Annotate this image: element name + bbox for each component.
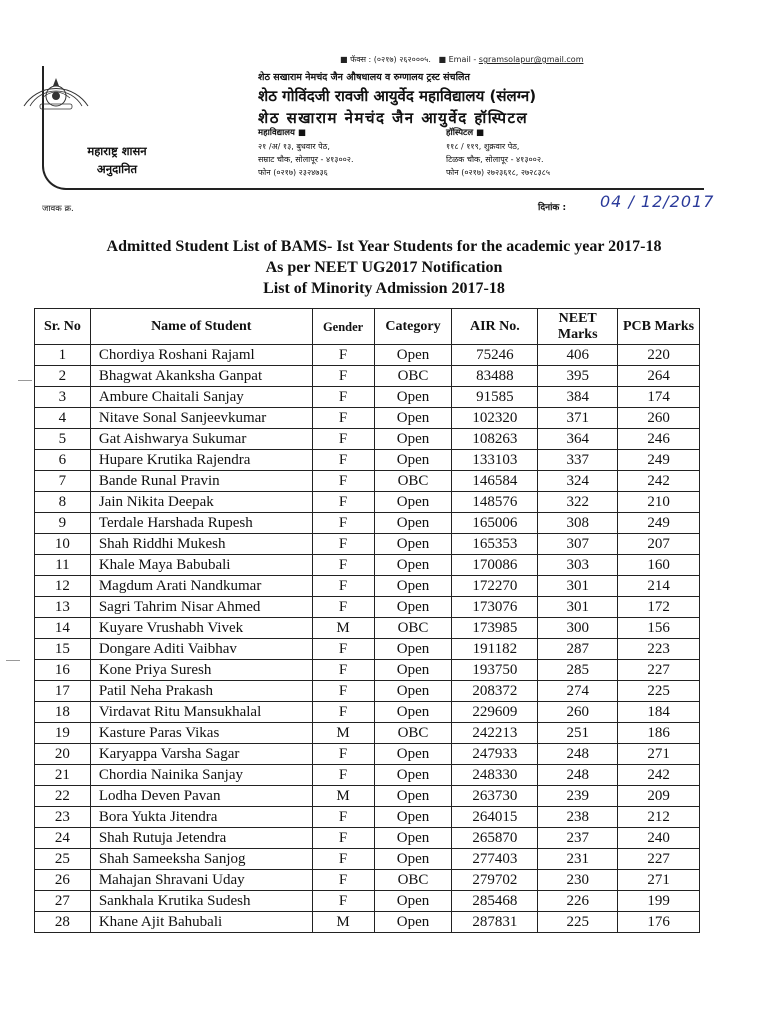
cell-category: Open [374,912,452,933]
cell-sr: 2 [35,366,91,387]
cell-air: 277403 [452,849,538,870]
table-row [35,723,700,744]
cell-air: 287831 [452,912,538,933]
cell-sr: 16 [35,660,91,681]
cell-gender: F [312,576,374,597]
cell-air: 91585 [452,387,538,408]
cell-pcb: 240 [618,828,700,849]
cell-pcb: 249 [618,513,700,534]
cell-pcb: 227 [618,849,700,870]
table-row [35,513,700,534]
cell-air: 208372 [452,681,538,702]
cell-sr: 6 [35,450,91,471]
cell-name: Magdum Arati Nandkumar [90,576,312,597]
table-row [35,744,700,765]
cell-neet: 395 [538,366,618,387]
table-row [35,828,700,849]
title-line-1: Admitted Student List of BAMS- Ist Year Students for the academic year 2017-18 [106,238,662,255]
cell-gender: M [312,723,374,744]
cell-pcb: 242 [618,765,700,786]
table-row [35,765,700,786]
hospital-address [446,127,550,179]
cell-neet: 406 [538,345,618,366]
cell-gender: F [312,429,374,450]
cell-sr: 15 [35,639,91,660]
cell-air: 242213 [452,723,538,744]
cell-sr: 19 [35,723,91,744]
cell-pcb: 207 [618,534,700,555]
cell-neet: 239 [538,786,618,807]
header-pcb-marks: PCB Marks [618,309,700,345]
cell-category: Open [374,534,452,555]
cell-air: 102320 [452,408,538,429]
cell-sr: 21 [35,765,91,786]
handwritten-date: 04 / 12/2017 [600,192,715,211]
hospital-label: हॉस्पिटल ■ [446,128,485,138]
cell-neet: 226 [538,891,618,912]
table-row [35,471,700,492]
cell-sr: 3 [35,387,91,408]
cell-category: Open [374,492,452,513]
cell-air: 229609 [452,702,538,723]
cell-sr: 28 [35,912,91,933]
table-row [35,639,700,660]
cell-category: Open [374,891,452,912]
cell-neet: 384 [538,387,618,408]
cell-category: OBC [374,618,452,639]
cell-pcb: 212 [618,807,700,828]
cell-name: Chordiya Roshani Rajaml [90,345,312,366]
cell-category: Open [374,639,452,660]
cell-name: Hupare Krutika Rajendra [90,450,312,471]
cell-gender: F [312,849,374,870]
cell-gender: F [312,702,374,723]
cell-neet: 303 [538,555,618,576]
cell-category: Open [374,450,452,471]
cell-neet: 285 [538,660,618,681]
cell-pcb: 260 [618,408,700,429]
cell-gender: F [312,870,374,891]
table-row [35,849,700,870]
title-line-2: As per NEET UG2017 Notification [265,259,503,276]
header-air-no: AIR No. [452,309,538,345]
header-category: Category [374,309,452,345]
cell-air: 165006 [452,513,538,534]
fax-label: ■ फॅक्स : (०२१७) २६२०००५. [340,55,431,64]
cell-air: 133103 [452,450,538,471]
table-row [35,891,700,912]
college-label: महाविद्यालय ■ [258,128,306,138]
table-row [35,345,700,366]
cell-name: Karyappa Varsha Sagar [90,744,312,765]
cell-pcb: 184 [618,702,700,723]
cell-gender: M [312,618,374,639]
cell-category: OBC [374,366,452,387]
gov-line-1: महाराष्ट्र शासन [87,144,147,158]
table-row [35,660,700,681]
table-body [35,345,700,933]
cell-sr: 14 [35,618,91,639]
cell-pcb: 210 [618,492,700,513]
cell-pcb: 249 [618,450,700,471]
cell-neet: 324 [538,471,618,492]
contact-line [340,54,700,65]
cell-name: Kone Priya Suresh [90,660,312,681]
cell-air: 146584 [452,471,538,492]
cell-pcb: 160 [618,555,700,576]
table-row [35,912,700,933]
cell-category: Open [374,786,452,807]
cell-gender: F [312,639,374,660]
trust-line: शेठ सखाराम नेमचंद जैन औषधालय व रुग्णालय ट्रस्ट संचलित [258,72,470,83]
cell-neet: 248 [538,765,618,786]
reference-number-label: जावक क्र. [42,204,74,214]
table-row [35,366,700,387]
college-address-line1: २१ /अ/ १३, बुधवार पेठ, [258,142,330,151]
cell-sr: 11 [35,555,91,576]
cell-category: Open [374,765,452,786]
cell-sr: 13 [35,597,91,618]
cell-sr: 17 [35,681,91,702]
cell-gender: F [312,681,374,702]
cell-name: Sagri Tahrim Nisar Ahmed [90,597,312,618]
cell-pcb: 225 [618,681,700,702]
cell-category: Open [374,807,452,828]
cell-sr: 22 [35,786,91,807]
hospital-address-line1: ११८ / ११९, शुक्रवार पेठ, [446,142,520,151]
college-phone: फोन (०२१७) २३२४७३६ [258,168,328,177]
cell-sr: 25 [35,849,91,870]
cell-pcb: 227 [618,660,700,681]
cell-name: Kasture Paras Vikas [90,723,312,744]
cell-pcb: 242 [618,471,700,492]
title-line-3: List of Minority Admission 2017-18 [263,280,505,297]
cell-air: 264015 [452,807,538,828]
table-row [35,492,700,513]
cell-neet: 337 [538,450,618,471]
cell-sr: 9 [35,513,91,534]
cell-air: 247933 [452,744,538,765]
cell-pcb: 174 [618,387,700,408]
cell-gender: M [312,786,374,807]
table-row [35,870,700,891]
cell-neet: 301 [538,576,618,597]
cell-sr: 26 [35,870,91,891]
cell-sr: 20 [35,744,91,765]
cell-name: Kuyare Vrushabh Vivek [90,618,312,639]
scan-margin-mark [6,660,20,661]
cell-neet: 300 [538,618,618,639]
cell-neet: 308 [538,513,618,534]
cell-gender: F [312,534,374,555]
cell-pcb: 264 [618,366,700,387]
cell-pcb: 186 [618,723,700,744]
cell-name: Dongare Aditi Vaibhav [90,639,312,660]
email-link[interactable]: sgramsolapur@gmail.com [478,55,584,64]
cell-pcb: 156 [618,618,700,639]
cell-gender: F [312,492,374,513]
cell-name: Lodha Deven Pavan [90,786,312,807]
cell-neet: 371 [538,408,618,429]
cell-name: Nitave Sonal Sanjeevkumar [90,408,312,429]
cell-neet: 274 [538,681,618,702]
college-name: शेठ गोविंदजी रावजी आयुर्वेद महाविद्यालय (संलग्न) [258,87,537,105]
cell-air: 279702 [452,870,538,891]
cell-sr: 8 [35,492,91,513]
date-label: दिनांक : [538,203,567,213]
gov-line-2: अनुदानित [96,162,138,176]
hospital-address-line2: टिळक चौक, सोलापूर - ४१३००२. [446,155,544,164]
cell-category: Open [374,828,452,849]
table-row [35,618,700,639]
cell-neet: 225 [538,912,618,933]
cell-sr: 27 [35,891,91,912]
table-row [35,702,700,723]
table-row [35,786,700,807]
cell-name: Patil Neha Prakash [90,681,312,702]
cell-category: OBC [374,870,452,891]
table-row [35,450,700,471]
cell-gender: F [312,408,374,429]
cell-air: 285468 [452,891,538,912]
cell-air: 83488 [452,366,538,387]
table-row [35,681,700,702]
cell-gender: F [312,744,374,765]
cell-gender: F [312,828,374,849]
cell-air: 191182 [452,639,538,660]
cell-category: Open [374,849,452,870]
cell-sr: 7 [35,471,91,492]
cell-sr: 10 [35,534,91,555]
cell-gender: F [312,891,374,912]
cell-category: Open [374,429,452,450]
header-gender: Gender [312,309,374,345]
cell-category: OBC [374,723,452,744]
cell-pcb: 223 [618,639,700,660]
cell-gender: M [312,912,374,933]
cell-neet: 260 [538,702,618,723]
cell-sr: 18 [35,702,91,723]
cell-gender: F [312,513,374,534]
cell-name: Bora Yukta Jitendra [90,807,312,828]
cell-air: 248330 [452,765,538,786]
cell-neet: 307 [538,534,618,555]
table-header-row [35,309,700,345]
cell-air: 75246 [452,345,538,366]
cell-gender: F [312,450,374,471]
table-row [35,408,700,429]
header-sr-no: Sr. No [35,309,91,345]
cell-gender: F [312,366,374,387]
cell-neet: 237 [538,828,618,849]
cell-gender: F [312,597,374,618]
cell-gender: F [312,807,374,828]
cell-gender: F [312,765,374,786]
government-aided-label [62,142,172,178]
cell-category: Open [374,660,452,681]
cell-sr: 12 [35,576,91,597]
cell-sr: 23 [35,807,91,828]
cell-category: Open [374,744,452,765]
table-row [35,807,700,828]
cell-name: Bande Runal Pravin [90,471,312,492]
table-row [35,387,700,408]
email-label: ■ Email - [438,55,477,64]
cell-sr: 1 [35,345,91,366]
cell-name: Khane Ajit Bahubali [90,912,312,933]
cell-pcb: 246 [618,429,700,450]
college-seal-logo [10,56,102,110]
cell-air: 170086 [452,555,538,576]
cell-pcb: 220 [618,345,700,366]
cell-pcb: 271 [618,744,700,765]
cell-sr: 4 [35,408,91,429]
document-title-block [0,236,768,299]
cell-name: Terdale Harshada Rupesh [90,513,312,534]
hospital-phone: फोन (०२१७) २७२३६१८, २७२८३८५ [446,168,550,177]
college-address [258,127,354,179]
cell-neet: 287 [538,639,618,660]
cell-category: Open [374,681,452,702]
cell-name: Jain Nikita Deepak [90,492,312,513]
scan-margin-mark [18,380,32,381]
cell-gender: F [312,471,374,492]
table-row [35,534,700,555]
cell-name: Sankhala Krutika Sudesh [90,891,312,912]
cell-air: 172270 [452,576,538,597]
cell-pcb: 214 [618,576,700,597]
cell-gender: F [312,660,374,681]
cell-name: Virdavat Ritu Mansukhalal [90,702,312,723]
cell-category: Open [374,597,452,618]
cell-gender: F [312,387,374,408]
cell-neet: 364 [538,429,618,450]
cell-neet: 251 [538,723,618,744]
cell-air: 265870 [452,828,538,849]
cell-category: Open [374,702,452,723]
cell-pcb: 176 [618,912,700,933]
cell-gender: F [312,555,374,576]
cell-neet: 238 [538,807,618,828]
cell-neet: 230 [538,870,618,891]
cell-category: OBC [374,471,452,492]
table-row [35,597,700,618]
cell-name: Chordia Nainika Sanjay [90,765,312,786]
student-list-table [34,308,700,933]
cell-air: 193750 [452,660,538,681]
table-row [35,576,700,597]
hospital-name: शेठ सखाराम नेमचंद जैन आयुर्वेद हॉस्पिटल [258,109,529,127]
cell-category: Open [374,555,452,576]
table-row [35,555,700,576]
cell-pcb: 271 [618,870,700,891]
cell-category: Open [374,345,452,366]
cell-name: Gat Aishwarya Sukumar [90,429,312,450]
cell-air: 148576 [452,492,538,513]
cell-name: Shah Sameeksha Sanjog [90,849,312,870]
cell-name: Shah Rutuja Jetendra [90,828,312,849]
cell-name: Bhagwat Akanksha Ganpat [90,366,312,387]
cell-category: Open [374,513,452,534]
cell-air: 173076 [452,597,538,618]
cell-gender: F [312,345,374,366]
cell-name: Shah Riddhi Mukesh [90,534,312,555]
cell-air: 263730 [452,786,538,807]
cell-pcb: 172 [618,597,700,618]
cell-category: Open [374,408,452,429]
cell-neet: 301 [538,597,618,618]
cell-sr: 24 [35,828,91,849]
cell-pcb: 199 [618,891,700,912]
header-neet-marks: NEET Marks [538,309,618,345]
cell-air: 173985 [452,618,538,639]
table-row [35,429,700,450]
header-student-name: Name of Student [90,309,312,345]
cell-name: Ambure Chaitali Sanjay [90,387,312,408]
cell-name: Mahajan Shravani Uday [90,870,312,891]
cell-sr: 5 [35,429,91,450]
cell-name: Khale Maya Babubali [90,555,312,576]
cell-category: Open [374,387,452,408]
college-address-line2: सम्राट चौक, सोलापूर - ४१३००२. [258,155,354,164]
cell-neet: 231 [538,849,618,870]
cell-category: Open [374,576,452,597]
cell-neet: 322 [538,492,618,513]
cell-neet: 248 [538,744,618,765]
cell-air: 165353 [452,534,538,555]
cell-air: 108263 [452,429,538,450]
cell-pcb: 209 [618,786,700,807]
